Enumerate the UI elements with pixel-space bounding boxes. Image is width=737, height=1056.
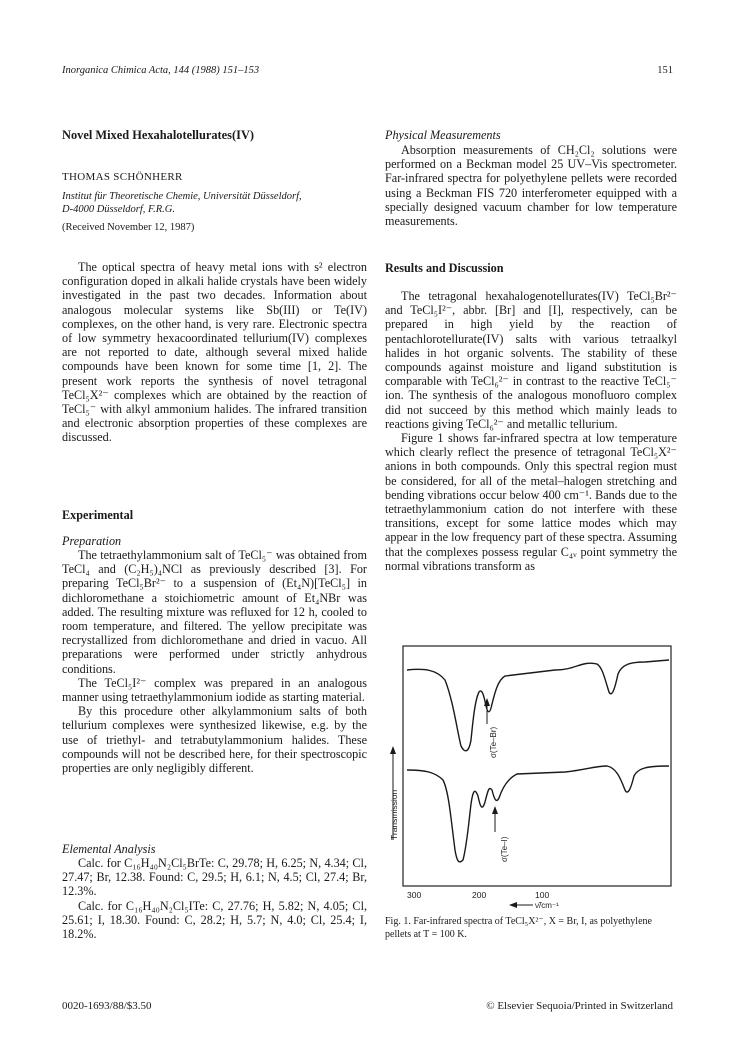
elemental-analysis bbox=[62, 856, 367, 941]
x-tick-300: 300 bbox=[407, 890, 422, 900]
physical-measurements-heading: Physical Measurements bbox=[385, 128, 501, 142]
preparation-paragraph-2: The TeCl₅I²⁻ complex was prepared in an analogous manner using tetraethylammonium iodide as starting material. bbox=[62, 675, 367, 705]
y-axis-label: Transmission bbox=[389, 789, 399, 840]
figure-caption: Fig. 1. Far-infrared spectra of TeCl₅X²⁻, X = Br, I, as polyethylene pellets at T = 100 K. bbox=[385, 916, 652, 940]
physical-measurements bbox=[385, 143, 677, 228]
preparation-heading: Preparation bbox=[62, 534, 122, 548]
experimental-heading: Experimental bbox=[62, 508, 134, 522]
results-heading: Results and Discussion bbox=[385, 261, 504, 275]
elemental-analysis-i: Calc. for C₁₆H₄₀N₂Cl₅ITe: C, 27.76; H, 5.82; N, 4.05; Cl, 25.61; I, 18.30. Found: C, 28.2; H, 5.7; N, 4.0; Cl, 25.4; I, 18.2%. bbox=[62, 898, 367, 942]
physical-measurements-paragraph: Absorption measurements of CH₂Cl₂ solutions were performed on a Beckman model 25 UV–Vis spectrometer. Far-infrared spectra for polyethylene pellets were recorded using a Beckman FIS 720 interferometer equipped with a specially designed vacuum chamber for low temperature measurements. bbox=[385, 143, 677, 229]
intro-paragraph: The optical spectra of heavy metal ions with s² electron configuration doped in alkali halide crystals have been widely investigated in the past two decades. Information about analogous molecular systems like Sb(III) or Te(IV) complexes, on the other hand, is very rare. Electronic spectra of low symmetry hexacoordinated tellurium(IV) complexes are not reported to date, although several mixed halide compounds have been known for some time [1, 2]. The present work reports the synthesis of novel tetragonal TeCl₅X²⁻ complexes which are obtained by the reaction of TeCl₅⁻ with alkyl ammonium halides. The infrared transition and electronic absorption properties of these complexes are discussed. bbox=[62, 260, 367, 445]
results-paragraph-1: The tetragonal hexahalogenotellurates(IV) TeCl₅Br²⁻ and TeCl₅I²⁻, abbr. [Br] and [I], respectively, can be prepared in high yield by the reaction of pentachlorotellurate(IV) salts with various tetraalkyl halides in hot organic solvents. The stability of these compounds against moisture and ligand substitution is comparable with TeCl₆²⁻ in contrast to the reactive TeCl₅⁻ ion. The synthesis of the analogous monofluoro complex did not succeed by this method which mainly leads to reactions giving TeCl₆²⁻ and metallic tellurium. bbox=[385, 289, 677, 431]
journal-citation: Inorganica Chimica Acta, 144 (1988) 151–153 bbox=[62, 65, 260, 76]
x-axis-arrow-head bbox=[509, 902, 517, 908]
affiliation-line-2: D-4000 Düsseldorf, F.R.G. bbox=[62, 204, 175, 215]
elemental-analysis-br: Calc. for C₁₆H₄₀N₂Cl₅BrTe: C, 29.78; H, 6.25; N, 4.34; Cl, 27.47; Br, 12.38. Found: C, 29.5; H, 6.1; N, 4.5; Cl, 27.4; Br, 12.3%. bbox=[62, 856, 367, 899]
annotation-te-br: σ(Te–Br) bbox=[489, 726, 498, 758]
results-section bbox=[385, 289, 677, 573]
received-date: (Received November 12, 1987) bbox=[62, 222, 195, 233]
page-number: 151 bbox=[657, 65, 673, 76]
article-title: Novel Mixed Hexahalotellurates(IV) bbox=[62, 128, 255, 142]
x-tick-200: 200 bbox=[472, 890, 487, 900]
x-tick-100: 100 bbox=[535, 890, 550, 900]
preparation-section bbox=[62, 548, 367, 775]
results-paragraph-2: Figure 1 shows far-infrared spectra at low temperature which clearly reflect the presence of tetragonal TeCl₅X²⁻ anions in both compounds. Only this spectral region must be considered, for all of the metal–halogen stretching and bending vibrations occur below 400 cm⁻¹. Bands due to the tetraethylammonium cation do not interfere with these transitions, except for some lattice modes which may appear in the low frequency part of these spectra. Assuming that the complexes possess regular C₄ᵥ point symmetry the normal vibrations transform as bbox=[385, 431, 677, 573]
spectrum-i-trace bbox=[407, 766, 669, 862]
i-arrow-head bbox=[492, 806, 498, 814]
far-infrared-spectra-figure bbox=[385, 640, 677, 910]
elemental-analysis-heading: Elemental Analysis bbox=[62, 842, 156, 856]
footer-publisher: © Elsevier Sequoia/Printed in Switzerland bbox=[486, 1000, 673, 1012]
x-axis-label: ν̃/cm⁻¹ bbox=[535, 901, 559, 910]
preparation-paragraph-1: The tetraethylammonium salt of TeCl₅⁻ was obtained from TeCl₄ and (C₂H₅)₄NCl as previously described [3]. For preparing TeCl₅Br²⁻ to a suspension of (Et₄N)[TeCl₅] in dichloromethane a stoichiometric amount of Et₄NBr was added. The resulting mixture was refluxed for 12 h, cooled to room temperature, and filtered. The yellow precipitate was recrystallized from dichloromethane and dried in vacuo. All preparations were performed under strictly anhydrous conditions. bbox=[62, 548, 367, 676]
plot-frame bbox=[403, 646, 671, 886]
affiliation-line-1: Institut für Theoretische Chemie, Universität Düsseldorf, bbox=[62, 191, 302, 202]
author-name: THOMAS SCHÖNHERR bbox=[62, 171, 183, 183]
spectrum-br-trace bbox=[407, 660, 669, 751]
y-axis-arrow-head bbox=[390, 746, 396, 754]
introduction bbox=[62, 260, 367, 445]
footer-issn: 0020-1693/88/$3.50 bbox=[62, 1000, 152, 1012]
preparation-paragraph-3: By this procedure other alkylammonium salts of both tellurium complexes were synthesized likewise, e.g. by the use of triethyl- and tetrabutylammonium halides. These compounds will not be described here, for their spectroscopic properties are only negligibly different. bbox=[62, 704, 367, 776]
annotation-te-i: σ(Te–I) bbox=[500, 836, 509, 862]
affiliation bbox=[62, 190, 367, 216]
